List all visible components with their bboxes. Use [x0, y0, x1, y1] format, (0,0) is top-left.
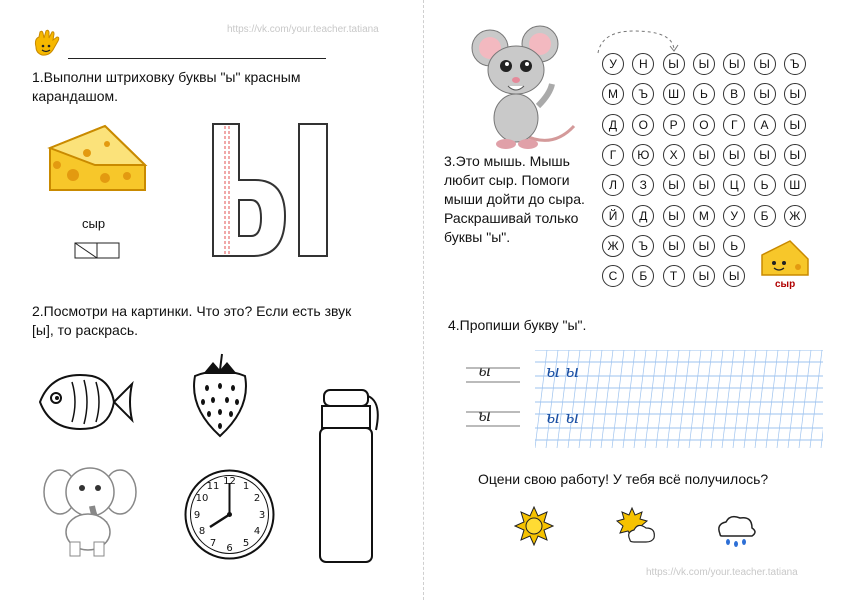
sample-letters-row2: ы ы: [546, 408, 580, 428]
writing-grid-line: [623, 350, 635, 448]
maze-letter-cell[interactable]: Ъ: [784, 53, 806, 75]
writing-grid-line: [678, 350, 690, 448]
maze-letter-cell[interactable]: Й: [602, 205, 624, 227]
maze-letter-cell[interactable]: Ы: [754, 144, 776, 166]
task1-text: 1.Выполни штриховку буквы "ы" красным карандашом.: [32, 69, 301, 104]
maze-letter-cell[interactable]: Х: [663, 144, 685, 166]
clock-image: [182, 467, 277, 562]
trace-guides: [466, 360, 526, 430]
maze-letter-cell[interactable]: Ь: [754, 174, 776, 196]
svg-text:9: 9: [193, 510, 201, 521]
maze-letter-cell[interactable]: Ю: [632, 144, 654, 166]
maze-letter-cell[interactable]: Д: [632, 205, 654, 227]
cheese-image: [45, 120, 150, 195]
svg-text:11: 11: [206, 481, 220, 492]
writing-grid-line: [755, 350, 767, 448]
rain-cloud-icon[interactable]: [714, 512, 758, 552]
writing-grid-line: [612, 350, 624, 448]
writing-grid-line: [579, 350, 591, 448]
maze-letter-cell[interactable]: Л: [602, 174, 624, 196]
maze-letter-cell[interactable]: Ы: [663, 205, 685, 227]
maze-letter-cell[interactable]: Ы: [663, 53, 685, 75]
writing-grid-line: [711, 350, 723, 448]
writing-grid-line: [821, 350, 823, 448]
trace-letter-1: ы: [478, 361, 492, 380]
maze-letter-cell[interactable]: Ы: [784, 144, 806, 166]
maze-letter-cell[interactable]: Б: [754, 205, 776, 227]
maze-letter-cell[interactable]: Ы: [784, 83, 806, 105]
maze-letter-cell[interactable]: Р: [663, 114, 685, 136]
maze-letter-cell[interactable]: Ы: [663, 174, 685, 196]
trace-letter-2: ы: [478, 406, 492, 425]
writing-grid-line: [788, 350, 800, 448]
maze-letter-cell[interactable]: А: [754, 114, 776, 136]
maze-letter-cell[interactable]: Ж: [602, 235, 624, 257]
maze-letter-cell[interactable]: Ь: [723, 235, 745, 257]
maze-letter-cell[interactable]: У: [602, 53, 624, 75]
maze-letter-cell[interactable]: Ш: [784, 174, 806, 196]
fish-image: [32, 362, 137, 442]
maze-letter-cell[interactable]: Н: [632, 53, 654, 75]
sun-behind-cloud-icon[interactable]: [614, 506, 658, 546]
maze-letter-cell[interactable]: Г: [602, 144, 624, 166]
elephant-image: [40, 458, 140, 558]
maze-letter-cell[interactable]: Т: [663, 265, 685, 287]
maze-letter-cell[interactable]: Ы: [693, 174, 715, 196]
maze-letter-cell[interactable]: У: [723, 205, 745, 227]
maze-letter-cell[interactable]: Ы: [693, 235, 715, 257]
svg-text:3: 3: [258, 510, 266, 521]
maze-letter-cell[interactable]: Ц: [723, 174, 745, 196]
svg-text:8: 8: [198, 526, 206, 537]
writing-grid-line: [733, 350, 745, 448]
sample-letters-row1: ы ы: [546, 362, 580, 382]
maze-letter-cell[interactable]: Ы: [723, 265, 745, 287]
watermark-top: https://vk.com/your.teacher.tatiana: [227, 24, 379, 35]
maze-letter-cell[interactable]: Ъ: [632, 235, 654, 257]
writing-grid-line: [689, 350, 701, 448]
writing-grid-line: [700, 350, 712, 448]
sun-icon[interactable]: [514, 506, 554, 546]
watermark-bottom: https://vk.com/your.teacher.tatiana: [646, 567, 798, 578]
svg-text:12: 12: [223, 476, 236, 487]
svg-text:7: 7: [209, 538, 217, 549]
maze-letter-cell[interactable]: Ы: [693, 53, 715, 75]
svg-text:4: 4: [253, 526, 261, 537]
writing-grid-line: [744, 350, 756, 448]
writing-grid-line: [777, 350, 789, 448]
maze-letter-cell[interactable]: З: [632, 174, 654, 196]
svg-text:2: 2: [253, 493, 261, 504]
writing-grid-line: [634, 350, 646, 448]
path-arrow: [594, 27, 684, 55]
maze-letter-cell[interactable]: Ж: [784, 205, 806, 227]
small-cheese-image: [760, 237, 810, 279]
svg-text:1: 1: [242, 481, 250, 492]
maze-letter-cell[interactable]: М: [602, 83, 624, 105]
maze-letter-cell[interactable]: Ш: [663, 83, 685, 105]
svg-text:5: 5: [242, 538, 250, 549]
writing-grid-line: [601, 350, 613, 448]
writing-grid-line: [810, 350, 822, 448]
maze-letter-cell[interactable]: Ы: [754, 53, 776, 75]
name-underline: [68, 58, 326, 59]
maze-letter-cell[interactable]: Ь: [693, 83, 715, 105]
maze-letter-cell[interactable]: Г: [723, 114, 745, 136]
maze-letter-cell[interactable]: Д: [602, 114, 624, 136]
hand-icon: [30, 29, 66, 59]
page-divider: [423, 0, 424, 600]
big-letter-outline: [205, 118, 335, 263]
strawberry-image: [185, 350, 255, 440]
maze-letter-cell[interactable]: Ы: [784, 114, 806, 136]
sound-scheme: [74, 242, 120, 260]
maze-letter-cell[interactable]: Ы: [754, 83, 776, 105]
small-cheese-label: сыр: [775, 279, 796, 290]
task2-text: 2.Посмотри на картинки. Что это? Если есть звук [ы], то раскрась.: [32, 303, 352, 338]
writing-grid-line: [645, 350, 657, 448]
maze-letter-cell[interactable]: Ъ: [632, 83, 654, 105]
task3-text: 3.Это мышь. Мышь любит сыр. Помоги мыши дойти до сыра. Раскрашивай только буквы "ы".: [444, 153, 585, 245]
writing-grid-line: [722, 350, 734, 448]
maze-letter-cell[interactable]: О: [632, 114, 654, 136]
maze-letter-cell[interactable]: Ы: [723, 144, 745, 166]
task4-text: 4.Пропиши букву "ы".: [448, 317, 587, 333]
writing-grid-line: [656, 350, 668, 448]
maze-letter-cell[interactable]: Ы: [693, 144, 715, 166]
writing-grid-line: [590, 350, 602, 448]
maze-letter-cell[interactable]: Ы: [663, 235, 685, 257]
maze-letter-cell[interactable]: Б: [632, 265, 654, 287]
writing-grid-line: [799, 350, 811, 448]
svg-text:6: 6: [226, 543, 233, 554]
maze-letter-cell[interactable]: С: [602, 265, 624, 287]
maze-letter-cell[interactable]: М: [693, 205, 715, 227]
maze-letter-cell[interactable]: В: [723, 83, 745, 105]
maze-letter-cell[interactable]: Ы: [693, 265, 715, 287]
maze-letter-cell[interactable]: О: [693, 114, 715, 136]
writing-grid-line: [667, 350, 679, 448]
svg-text:10: 10: [195, 493, 209, 504]
rating-text: Оцени свою работу! У тебя всё получилось?: [478, 471, 769, 487]
cheese-word: сыр: [82, 216, 106, 231]
maze-letter-cell[interactable]: Ы: [723, 53, 745, 75]
bottle-image: [318, 386, 388, 566]
mouse-image: [462, 22, 582, 152]
writing-grid-line: [766, 350, 778, 448]
